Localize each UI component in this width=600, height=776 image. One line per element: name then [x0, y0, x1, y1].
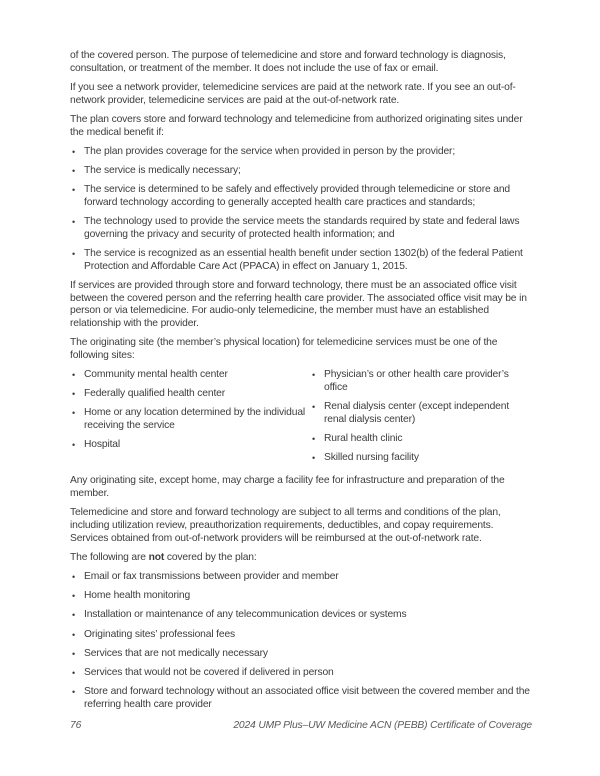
paragraph-telemedicine-purpose: of the covered person. The purpose of telemedicine and store and forward technology is diagnosis, consultation, or treatment of the member. It does not include the use of fax or email.	[70, 50, 506, 74]
list-item: • Services that would not be covered if delivered in person	[70, 667, 532, 680]
list-item: • Renal dialysis center (except independent renal dialysis center)	[310, 401, 532, 426]
list-item: • Home health monitoring	[70, 590, 532, 603]
paragraph-not-covered-intro	[70, 552, 532, 565]
page-footer	[70, 720, 532, 733]
list-item: • Services that are not medically necessary	[70, 648, 532, 661]
originating-sites-columns	[70, 369, 532, 473]
paragraph-store-forward-office-visit: If services are provided through store and forward technology, there must be an associated office visit between the covered person and the referring health care provider. The associated office visit may be in person or via telemedicine. For audio-only telemedicine, the member must have an established relationship with the provider.	[70, 279, 527, 329]
list-item: • The service is recognized as an essential health benefit under section 1302(b) of the federal Patient Protection and Affordable Care Act (PPACA) in effect on January 1, 2015.	[70, 248, 532, 273]
exclusions-list	[70, 571, 532, 712]
sites-list-right	[310, 369, 532, 471]
paragraph-terms-and-conditions: Telemedicine and store and forward technology are subject to all terms and conditions of the plan, including utilization review, preauthorization requirements, deductibles, and copay requirements. Services obtained from out-of-network providers will be reimbursed at the out-of-network rate.	[70, 507, 501, 544]
paragraph-medical-benefit-intro: The plan covers store and forward technology and telemedicine from authorized originating sites under the medical benefit if:	[70, 113, 523, 138]
list-item: • Physician’s or other health care provider’s office	[310, 369, 532, 394]
list-item: • Federally qualified health center	[70, 388, 310, 401]
list-item: • The technology used to provide the service meets the standards required by state and federal laws governing the privacy and security of protected health information; and	[70, 216, 532, 241]
paragraph-facility-fee: Any originating site, except home, may charge a facility fee for infrastructure and preparation of the member.	[70, 475, 505, 499]
list-item: • Home or any location determined by the individual receiving the service	[70, 407, 310, 432]
list-item: • The service is determined to be safely and effectively provided through telemedicine or store and forward technology according to generally accepted health care practices and standards;	[70, 184, 532, 209]
conditions-list	[70, 146, 532, 274]
footer-doc-title: 2024 UMP Plus–UW Medicine ACN (PEBB) Certificate of Coverage	[233, 719, 532, 731]
paragraph-originating-site-definition: The originating site (the member’s physical location) for telemedicine services must be one of the following sites:	[70, 337, 498, 361]
not-covered-bold: not	[148, 551, 165, 563]
list-item: • The plan provides coverage for the service when provided in person by the provider;	[70, 146, 532, 159]
list-item: • Store and forward technology without an associated office visit between the covered member and the referring health care provider	[70, 686, 532, 711]
list-item: • Email or fax transmissions between provider and member	[70, 571, 532, 584]
list-item: • Installation or maintenance of any telecommunication devices or systems	[70, 609, 532, 622]
list-item: • Rural health clinic	[310, 433, 532, 446]
list-item: • Originating sites’ professional fees	[70, 629, 532, 642]
page-number: 76	[70, 719, 82, 731]
not-covered-prefix: The following are	[70, 551, 149, 563]
list-item: • Hospital	[70, 439, 310, 452]
list-item: • Skilled nursing facility	[310, 452, 532, 465]
sites-list-left	[70, 369, 310, 471]
not-covered-suffix: covered by the plan:	[164, 551, 257, 563]
list-item: • Community mental health center	[70, 369, 310, 382]
paragraph-network-rates: If you see a network provider, telemedicine services are paid at the network rate. If you see an out-of-network provider, telemedicine services are paid at the out-of-network rate.	[70, 81, 516, 106]
list-item: • The service is medically necessary;	[70, 165, 532, 178]
